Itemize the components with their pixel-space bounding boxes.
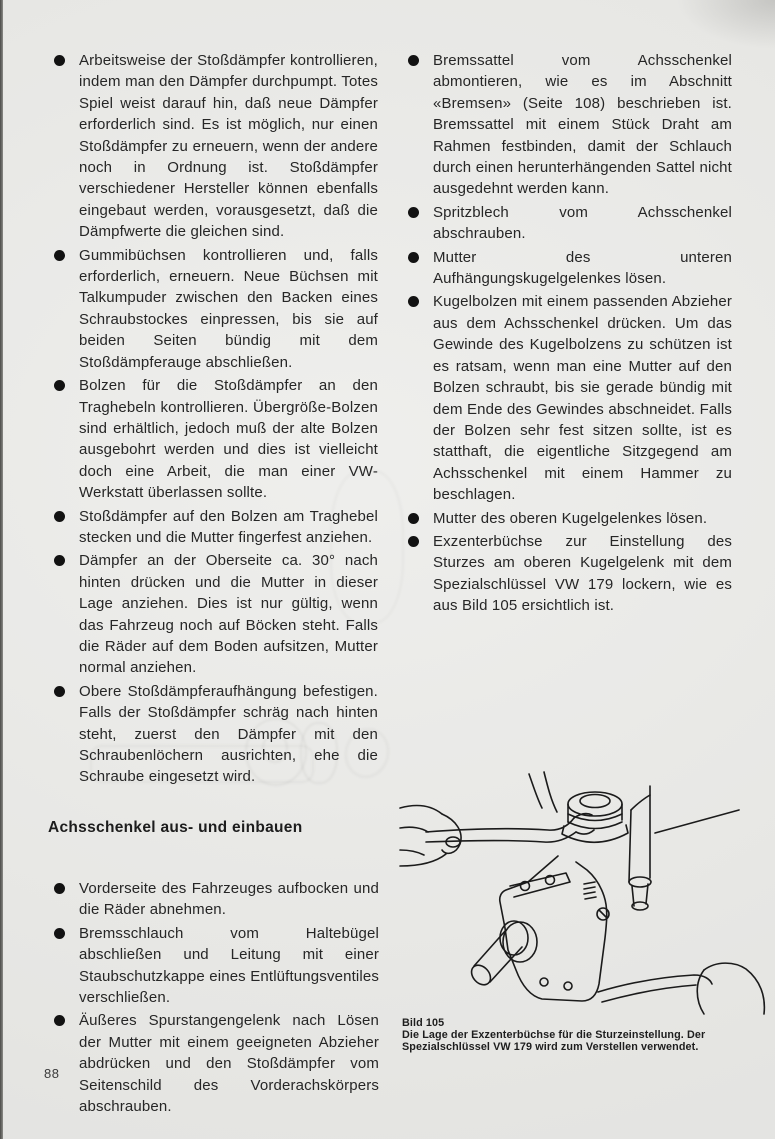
list-item [79, 375, 378, 503]
bullet-text: Arbeitsweise der Stoßdämpfer kontrollieren, indem man den Dämpfer durchpumpt. Totes Spiel weist darauf hin, daß neue Dämpfer erforderlich sind. Es ist möglich, nur einen Stoßdämpfer zu erneuern, wenn der andere noch in Ordnung ist. Stoßdämpfer verschiedener Hersteller können ebenfalls eingebaut werden, vorausgesetzt, daß die Dämpfwerte die gleichen sind. [79, 52, 378, 241]
list-item [79, 681, 378, 788]
list-item [433, 202, 732, 245]
figure-caption-label: Bild 105 [402, 1017, 445, 1029]
bullet-icon [54, 511, 65, 522]
bullet-text: Mutter des oberen Kugelgelenkes lösen. [433, 509, 708, 527]
bullet-text: Vorderseite des Fahrzeuges aufbocken und die Räder abnehmen. [79, 880, 379, 919]
bullet-icon [54, 686, 65, 697]
bullet-icon [54, 250, 65, 261]
bullet-icon [54, 883, 65, 894]
list-item [79, 1010, 379, 1117]
section-list [79, 878, 379, 1119]
bullet-text: Mutter des unteren Aufhängungskugelgelenkes lösen. [433, 248, 732, 288]
bullet-text: Kugelbolzen mit einem passenden Abzieher aus dem Achsschenkel drücken. Um das Gewinde des Kugelbolzens zu schützen ist es ratsam, wenn man eine Mutter auf den Bolzen schraubt, bis sie gerade bündig mit dem Ende des Gewindes abschneidet. Falls der Bolzen sehr fest sitzen sollte, ist es statthaft, die eigentliche Sitzgegend am Achsschenkel mit einem Hammer zu beschlagen. [433, 293, 732, 504]
bullet-icon [408, 55, 419, 66]
bullet-text: Dämpfer an der Oberseite ca. 30° nach hinten drücken und die Mutter in dieser Lage anziehen. Dies ist nur gültig, wenn das Fahrzeug noch auf Böcken steht. Falls die Räder auf dem Boden aufsitzen, Mutter normal anziehen. [79, 552, 378, 677]
bullet-icon [408, 513, 419, 524]
bullet-icon [54, 380, 65, 391]
bullet-text: Stoßdämpfer auf den Bolzen am Traghebel stecken und die Mutter fingerfest anziehen. [79, 507, 378, 546]
figure-caption [402, 1018, 766, 1053]
bullet-text: Bolzen für die Stoßdämpfer an den Traghebeln kontrollieren. Übergröße-Bolzen sind erhältlich, jedoch muß der alte Bolzen ausgebohrt werden und dies ist vielleicht doch eine Arbeit, die man einer VW-Werkstatt überlassen sollte. [79, 377, 378, 502]
right-column [433, 50, 732, 619]
list-item [79, 506, 378, 549]
list-item [433, 291, 732, 505]
bullet-icon [408, 252, 419, 263]
list-item [79, 245, 378, 373]
bullet-icon [54, 55, 65, 66]
bullet-text: Bremsschlauch vom Haltebügel abschließen und Leitung mit einer Staubschutzkappe eines Entlüftungsventiles verschließen. [79, 924, 379, 1007]
bullet-text: Spritzblech vom Achsschenkel abschrauben. [433, 203, 732, 243]
figure-105 [398, 770, 772, 1018]
list-item [79, 923, 379, 1009]
bullet-icon [408, 536, 419, 547]
bullet-icon [54, 928, 65, 939]
bullet-text: Gummibüchsen kontrollieren und, falls erforderlich, erneuern. Neue Büchsen mit Talkumpuder zwischen den Backen eines Schraubstockes einpressen, bis sie auf beiden Seiten bündig mit dem Stoßdämpferauge abschließen. [79, 246, 378, 371]
page-gutter-shadow [0, 0, 3, 1139]
list-item [79, 550, 378, 678]
list-item [433, 50, 732, 200]
bullet-icon [54, 1015, 65, 1026]
bullet-text: Obere Stoßdämpferaufhängung befestigen. Falls der Stoßdämpfer schräg nach hinten steht, zuerst den Dämpfer mit den Schraubenlöchern ausrichten, ehe die Schraube eingesetzt wird. [79, 682, 378, 786]
bullet-text: Bremssattel vom Achsschenkel abmontieren, wie es im Abschnitt «Bremsen» (Seite 108) beschrieben ist. Bremssattel mit einem Stück Draht am Rahmen festbinden, damit der Schlauch durch einen herunterhängenden Sattel nicht ausgedehnt werden kann. [433, 52, 732, 198]
list-item [79, 878, 379, 921]
list-item [433, 531, 732, 617]
figure-illustration [398, 770, 772, 1018]
bullet-text: Exzenterbüchse zur Einstellung des Sturzes am oberen Kugelgelenk mit dem Spezialschlüssel VW 179 lockern, wie es aus Bild 105 ersichtlich ist. [433, 532, 732, 615]
figure-caption-text: Die Lage der Exzenterbüchse für die Sturzeinstellung. Der Spezialschlüssel VW 179 wird zum Verstellen verwendet. [402, 1028, 706, 1053]
list-item [79, 50, 378, 243]
bullet-text: Äußeres Spurstangengelenk nach Lösen der Mutter mit einem geeigneten Abzieher abdrücken und den Stoßdämpfer vom Seitenschild des Vorderachskörpers abschrauben. [79, 1012, 379, 1116]
bullet-icon [54, 555, 65, 566]
list-item [433, 247, 732, 290]
bullet-icon [408, 207, 419, 218]
section-heading: Achsschenkel aus- und einbauen [48, 819, 303, 836]
list-item [433, 508, 732, 529]
page-number: 88 [44, 1066, 60, 1081]
left-column [79, 50, 378, 790]
bullet-icon [408, 296, 419, 307]
